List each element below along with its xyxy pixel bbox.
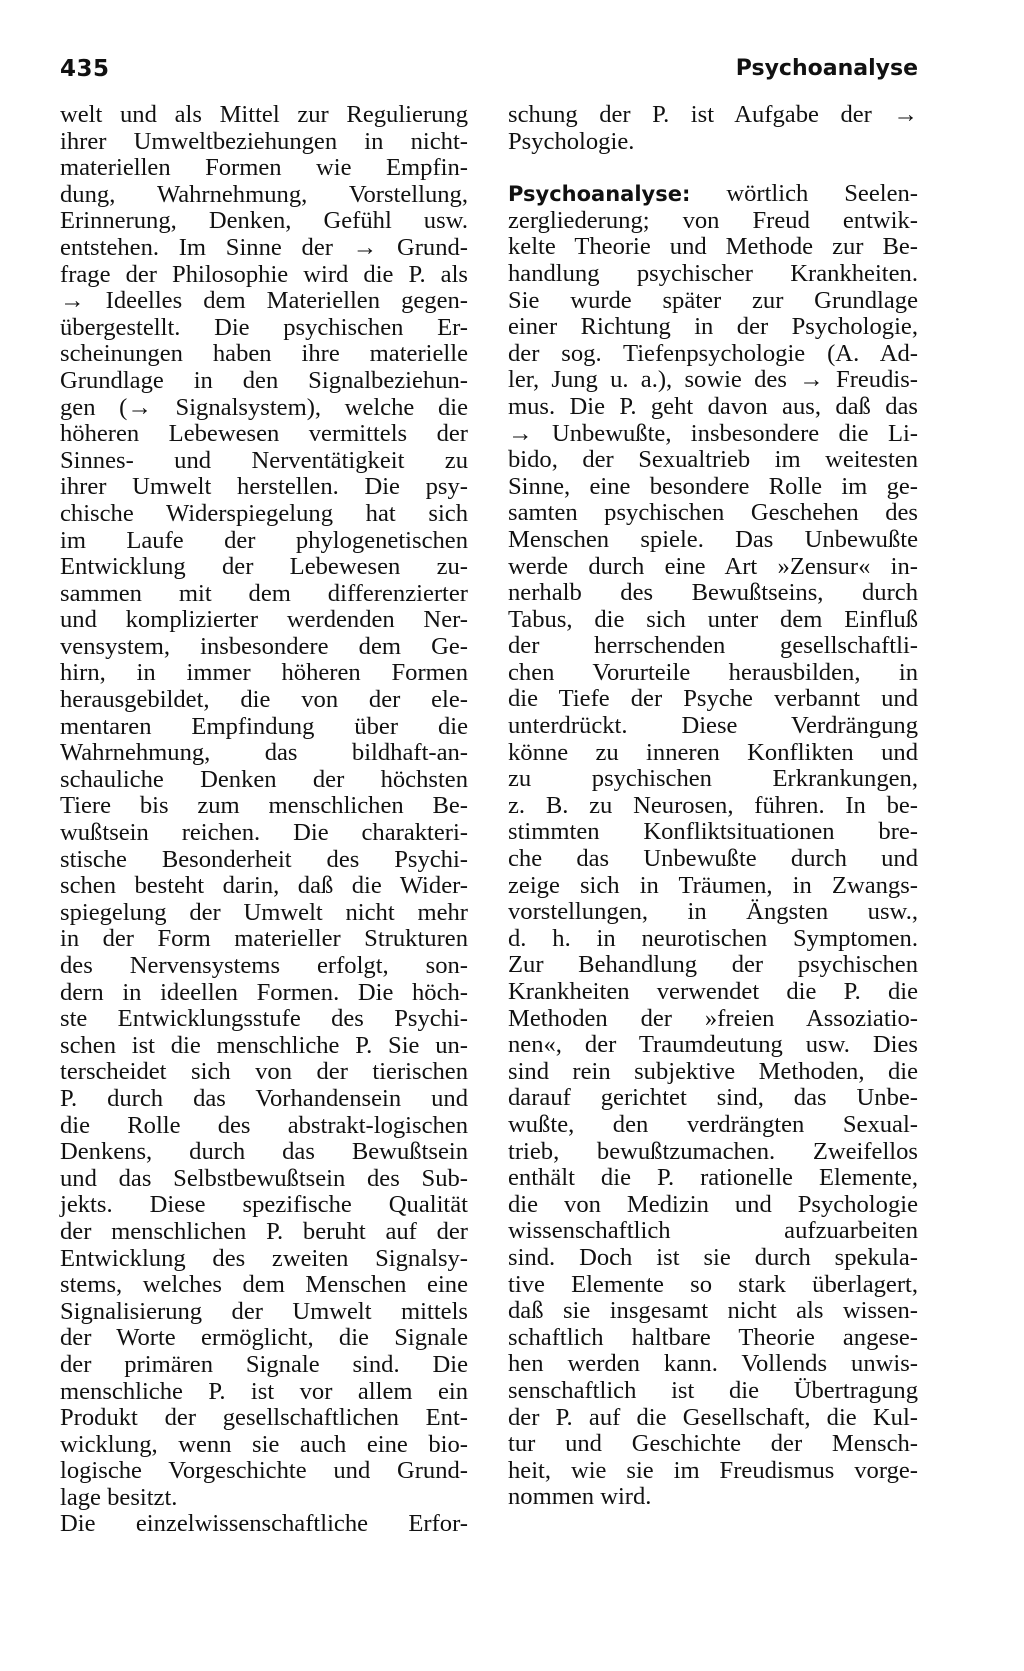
text-line: schaftlich haltbare Theorie angese-: [508, 1323, 918, 1351]
text-line: → Ideelles dem Materiellen gegen-: [60, 287, 468, 315]
text-line: Krankheiten verwendet die P. die: [508, 978, 918, 1005]
text-line: P. durch das Vorhandensein und: [60, 1084, 468, 1112]
text-line: in der Form materieller Strukturen: [60, 925, 468, 953]
text-line: die Tiefe der Psyche verbannt und: [508, 685, 918, 713]
text-line: der sog. Tiefenpsychologie (A. Ad-: [508, 339, 918, 367]
text-line: z. B. zu Neurosen, führen. In be-: [508, 791, 918, 819]
text-line: wicklung, wenn sie auch eine bio-: [60, 1430, 468, 1458]
page-header: [60, 56, 918, 90]
text-line: hirn, in immer höheren Formen: [60, 659, 468, 687]
text-line: ler, Jung u. a.), sowie des → Freudis-: [508, 366, 918, 394]
entry-separator: [508, 155, 918, 181]
text-line: einer Richtung in der Psychologie,: [508, 313, 918, 341]
left-column: [60, 102, 468, 1538]
text-line: Denkens, durch das Bewußtsein: [60, 1138, 468, 1166]
text-line: jekts. Diese spezifische Qualität: [60, 1191, 468, 1219]
text-line: Wahrnehmung, das bildhaft-an-: [60, 739, 468, 767]
text-line: welt und als Mittel zur Regulierung: [60, 101, 468, 128]
text-line: ste Entwicklungsstufe des Psychi-: [60, 1005, 468, 1033]
text-line: samten psychischen Geschehen des: [508, 499, 918, 527]
text-line: Die einzelwissenschaftliche Erfor-: [60, 1510, 468, 1538]
text-line: schung der P. ist Aufgabe der →: [508, 101, 918, 128]
text-line: übergestellt. Die psychischen Er-: [60, 313, 468, 341]
text-line: frage der Philosophie wird die P. als: [60, 260, 468, 288]
text-line: Entwicklung der Lebewesen zu-: [60, 553, 468, 581]
text-line: die Rolle des abstrakt-logischen: [60, 1111, 468, 1139]
text-line: tive Elemente so stark überlagert,: [508, 1270, 918, 1298]
text-line: der primären Signale sind. Die: [60, 1350, 468, 1378]
text-line: menschliche P. ist vor allem ein: [60, 1377, 468, 1405]
text-line: Menschen spiele. Das Unbewußte: [508, 525, 918, 553]
text-line: schen ist die menschliche P. Sie un-: [60, 1031, 468, 1059]
text-line: höheren Lebewesen vermittels der: [60, 420, 468, 448]
text-line: ihrer Umwelt herstellen. Die psy-: [60, 473, 468, 501]
entry-heading-rest: wörtlich Seelen-: [690, 180, 918, 208]
text-line: Zur Behandlung der psychischen: [508, 951, 918, 979]
text-line: sind rein subjektive Methoden, die: [508, 1057, 918, 1085]
text-line: der Worte ermöglicht, die Signale: [60, 1324, 468, 1352]
text-line: schauliche Denken der höchsten: [60, 765, 468, 793]
text-line: Sie wurde später zur Grundlage: [508, 286, 918, 314]
text-line: der P. auf die Gesellschaft, die Kul-: [508, 1403, 918, 1431]
text-line: enthält die P. rationelle Elemente,: [508, 1164, 918, 1192]
text-line: nen«, der Traumdeutung usw. Dies: [508, 1031, 918, 1059]
text-line: chen Vorurteile herausbilden, in: [508, 658, 918, 686]
text-line: → Unbewußte, insbesondere die Li-: [508, 419, 918, 447]
entry-headword: Psychoanalyse:: [508, 182, 691, 207]
text-line: wußte, den verdrängten Sexual-: [508, 1110, 918, 1138]
text-line: Psychologie.: [508, 127, 635, 155]
text-line: Tabus, die sich unter dem Einfluß: [508, 605, 918, 633]
text-line: stems, welches dem Menschen eine: [60, 1271, 468, 1299]
text-line: dung, Wahrnehmung, Vorstellung,: [60, 180, 468, 208]
text-line: werde durch eine Art »Zensur« in-: [508, 552, 918, 580]
text-line: und das Selbstbewußtsein des Sub-: [60, 1164, 468, 1192]
text-line: gen (→ Signalsystem), welche die: [60, 393, 468, 421]
text-line: nommen wird.: [508, 1483, 652, 1511]
text-line: daß sie insgesamt nicht als wissen-: [508, 1297, 918, 1325]
text-line: darauf gerichtet sind, das Unbe-: [508, 1084, 918, 1112]
text-line: handlung psychischer Krankheiten.: [508, 259, 918, 287]
text-line: bido, der Sexualtrieb im weitesten: [508, 446, 918, 474]
text-line: schen besteht darin, daß die Wider-: [60, 872, 468, 900]
text-line: chische Widerspiegelung hat sich: [60, 499, 468, 527]
text-line: sind. Doch ist sie durch spekula-: [508, 1243, 918, 1271]
text-line: nerhalb des Bewußtseins, durch: [508, 579, 918, 607]
text-line: wußtsein reichen. Die charakteri-: [60, 819, 468, 847]
text-line: Entwicklung des zweiten Signalsy-: [60, 1244, 468, 1272]
text-line: unterdrückt. Diese Verdrängung: [508, 712, 918, 740]
text-line: sammen mit dem differenzierter: [60, 579, 468, 607]
text-line: des Nervensystems erfolgt, son-: [60, 952, 468, 979]
text-line: stimmten Konfliktsituationen bre-: [508, 818, 918, 846]
text-line: die von Medizin und Psychologie: [508, 1190, 918, 1218]
text-line: d. h. in neurotischen Symptomen.: [508, 924, 918, 952]
text-line: tur und Geschichte der Mensch-: [508, 1430, 918, 1458]
text-line: entstehen. Im Sinne der → Grund-: [60, 233, 468, 261]
text-line: hen werden kann. Vollends unwis-: [508, 1350, 918, 1378]
text-line: Signalisierung der Umwelt mittels: [60, 1297, 468, 1325]
text-line: scheinungen haben ihre materielle: [60, 340, 468, 368]
text-line: Produkt der gesellschaftlichen Ent-: [60, 1404, 468, 1432]
text-line: materiellen Formen wie Empfin-: [60, 154, 468, 182]
text-line: vensystem, insbesondere dem Ge-: [60, 632, 468, 660]
page-number: 435: [60, 56, 110, 82]
text-line: dern in ideellen Formen. Die höch-: [60, 978, 468, 1006]
text-line: Grundlage in den Signalbeziehun-: [60, 366, 468, 394]
text-line: im Laufe der phylogenetischen: [60, 526, 468, 554]
text-line: zeige sich in Träumen, in Zwangs-: [508, 871, 918, 899]
running-head: Psychoanalyse: [735, 56, 918, 81]
text-line: Sinne, eine besondere Rolle im ge-: [508, 472, 918, 500]
text-line: senschaftlich ist die Übertragung: [508, 1376, 918, 1404]
text-line: kelte Theorie und Methode zur Be-: [508, 233, 918, 261]
text-line: und komplizierter werdenden Ner-: [60, 606, 468, 634]
text-line: Erinnerung, Denken, Gefühl usw.: [60, 207, 468, 235]
text-line: ihrer Umweltbeziehungen in nicht-: [60, 127, 468, 155]
text-line: mus. Die P. geht davon aus, daß das: [508, 392, 918, 420]
text-line: trieb, bewußtzumachen. Zweifellos: [508, 1137, 918, 1165]
text-line: terscheidet sich von der tierischen: [60, 1058, 468, 1086]
text-line: könne zu inneren Konflikten und: [508, 738, 918, 766]
text-line: Tiere bis zum menschlichen Be-: [60, 792, 468, 820]
entry-heading-line: [508, 181, 918, 208]
text-line: der herrschenden gesellschaftli-: [508, 632, 918, 660]
text-line: wissenschaftlich aufzuarbeiten: [508, 1217, 918, 1245]
text-line: herausgebildet, die von der ele-: [60, 686, 468, 714]
text-line: zu psychischen Erkrankungen,: [508, 765, 918, 793]
text-line: spiegelung der Umwelt nicht mehr: [60, 898, 468, 926]
text-line: stische Besonderheit des Psychi-: [60, 845, 468, 873]
text-line: heit, wie sie im Freudismus vorge-: [508, 1456, 918, 1484]
text-line: zergliederung; von Freud entwik-: [508, 206, 918, 234]
text-line: vorstellungen, in Ängsten usw.,: [508, 898, 918, 926]
text-line: che das Unbewußte durch und: [508, 845, 918, 873]
text-line: logische Vorgeschichte und Grund-: [60, 1457, 468, 1485]
text-line: Sinnes- und Nerventätigkeit zu: [60, 446, 468, 474]
text-line: mentaren Empfindung über die: [60, 712, 468, 740]
text-line: der menschlichen P. beruht auf der: [60, 1217, 468, 1245]
text-line: Methoden der »freien Assoziatio-: [508, 1004, 918, 1032]
right-column: [508, 102, 918, 1511]
text-line: lage besitzt.: [60, 1483, 178, 1511]
